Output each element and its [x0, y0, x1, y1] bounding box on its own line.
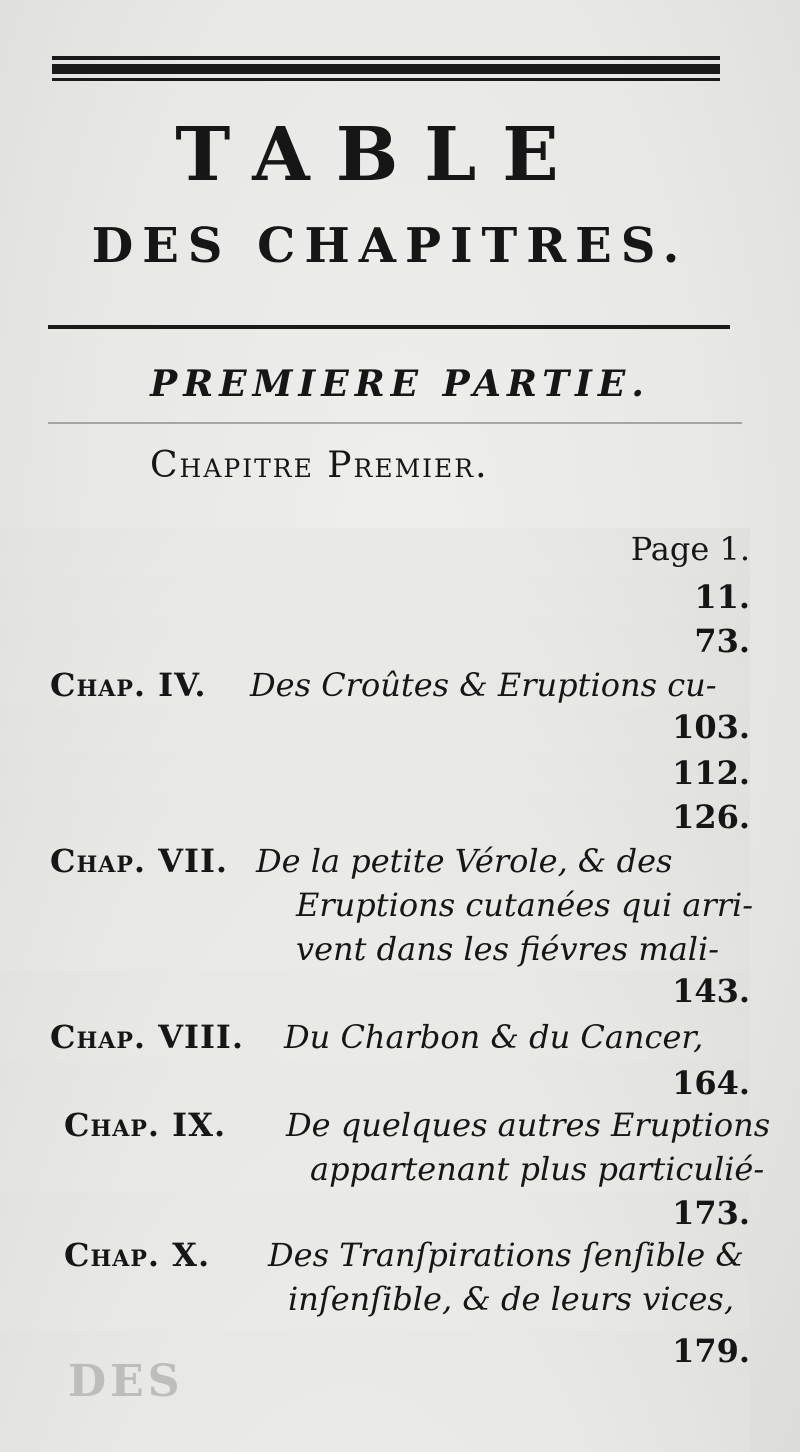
toc-entry-page: 73.	[0, 620, 750, 1452]
title-divider	[48, 325, 730, 329]
toc-entry-6	[50, 796, 750, 838]
part-heading: PREMIERE PARTIE.	[150, 363, 650, 405]
toc-entry-page: 173.	[0, 1192, 750, 1452]
toc-entry-3	[50, 620, 750, 662]
toc-entry-title: Des Tranſpirations ſenſible &	[268, 1236, 744, 1274]
toc-entry-label: Chap. VII.	[50, 842, 229, 880]
toc-entry-2	[50, 576, 750, 618]
page-subtitle: DES CHAPITRES.	[91, 218, 689, 274]
toc-entry-page: Page 1.	[0, 528, 750, 1452]
toc-entry-label: Chap. X.	[64, 1236, 211, 1274]
toc-entry-title: De quelques autres Eruptions	[286, 1106, 771, 1144]
toc-entry-5	[50, 752, 750, 794]
toc-entry-8	[50, 1016, 750, 1100]
toc-entry-label: Chap. VIII.	[50, 1018, 245, 1056]
toc-entry-title-cont: inſenſible, & de leurs vices,	[288, 1280, 734, 1318]
catchword: DES	[68, 1356, 184, 1407]
toc-entry-title: Des Croûtes & Eruptions cu-	[250, 666, 717, 704]
toc-entry-page: 126.	[0, 796, 750, 1452]
toc-entry-title-cont: Eruptions cutanées qui arri-	[296, 886, 754, 924]
toc-entry-10	[50, 1234, 750, 1370]
toc-entry-page: 164.	[0, 1062, 750, 1452]
toc-entry-label: Chap. IV.	[50, 666, 207, 704]
toc-entry-title: Du Charbon & du Cancer,	[284, 1018, 704, 1056]
toc-entry-page: 103.	[0, 706, 750, 1452]
toc-entry-title: De la petite Vérole, & des	[256, 842, 673, 880]
page-title: TABLE	[175, 112, 585, 198]
top-ornamental-rule	[52, 56, 720, 84]
toc-entry-4	[50, 664, 750, 748]
toc-entry-page: 112.	[0, 752, 750, 1452]
chapter-heading: Chapitre Premier.	[150, 445, 489, 486]
toc-entry-page: 143.	[0, 970, 750, 1452]
toc-entry-page: 179.	[0, 1330, 750, 1452]
toc-entry-title-cont: appartenant plus particulié-	[310, 1150, 765, 1188]
toc-entry-9	[50, 1104, 771, 1234]
toc-entry-title-cont: vent dans les fiévres mali-	[296, 930, 720, 968]
toc-entry-label: Chap. IX.	[64, 1106, 227, 1144]
toc-entry-7	[50, 840, 754, 1010]
toc-entry-page: 11.	[0, 576, 750, 1452]
part-divider	[48, 422, 742, 424]
